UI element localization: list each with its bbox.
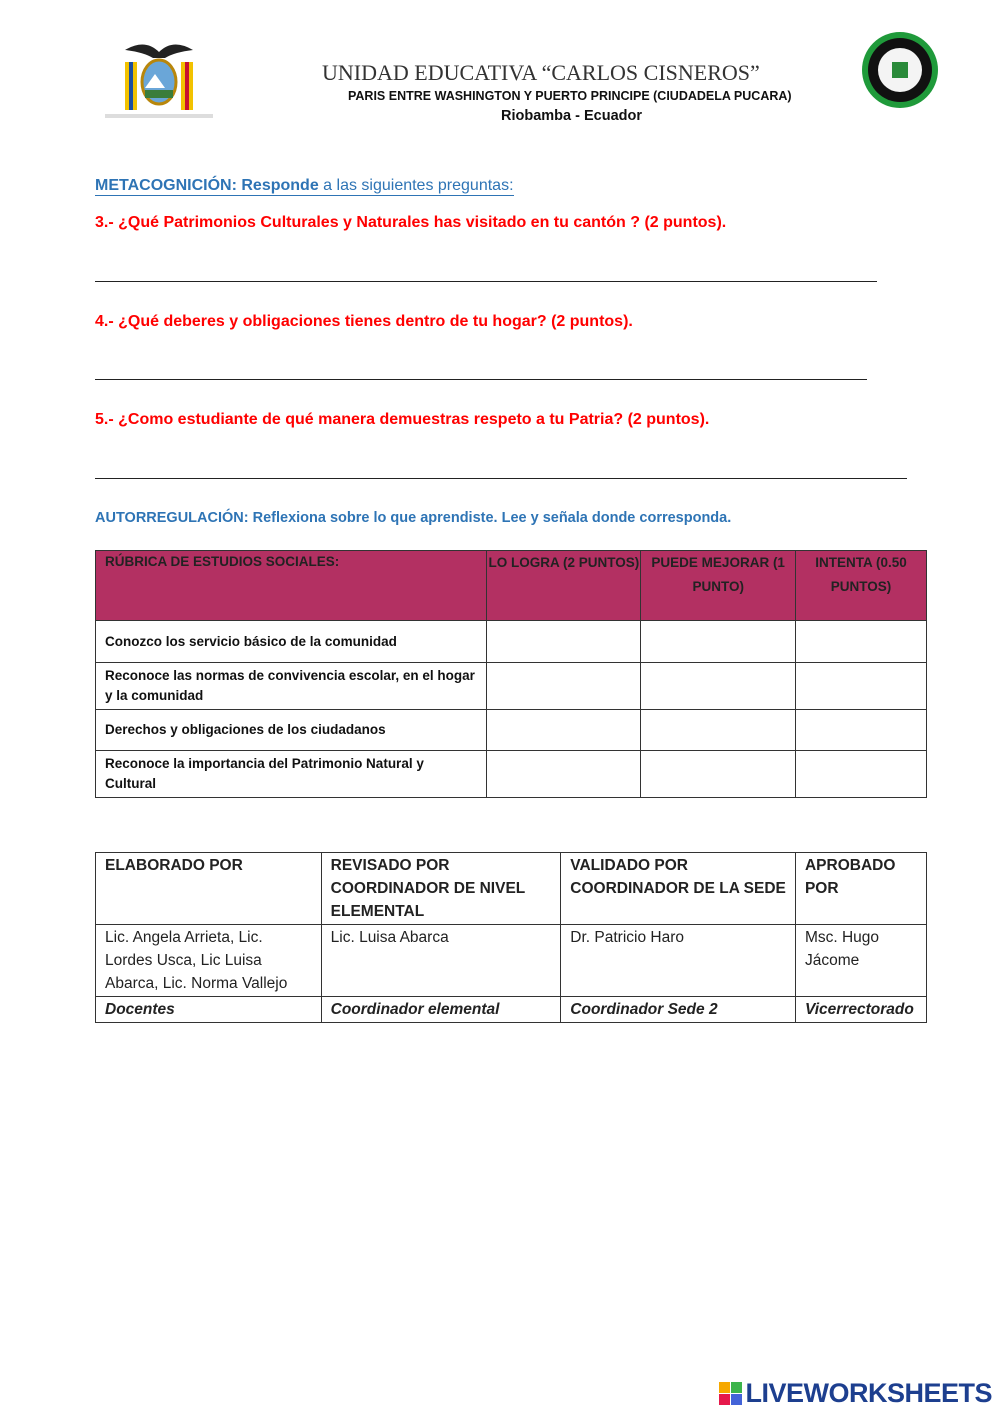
question-4: 4.- ¿Qué deberes y obligaciones tienes dentro de tu hogar? (2 puntos). [95,313,633,330]
role-revisado: Coordinador elemental [321,997,561,1023]
role-validado: Coordinador Sede 2 [561,997,796,1023]
rubric-cell-lo-logra[interactable] [487,621,641,663]
ecuador-coat-of-arms-logo [105,38,213,118]
role-elaborado: Docentes [96,997,322,1023]
rubric-row [96,663,927,710]
rubric-cell-puede-mejorar[interactable] [641,751,796,798]
rubric-criterion: Reconoce la importancia del Patrimonio Natural y Cultural [96,751,487,798]
signatures-header-row [96,853,927,925]
rubric-row [96,710,927,751]
signatures-table [95,852,927,1023]
rubric-criterion: Reconoce las normas de convivencia escolar, en el hogar y la comunidad [96,663,487,710]
rubric-header-criteria: RÚBRICA DE ESTUDIOS SOCIALES: [96,551,487,621]
rubric-header-lo-logra: LO LOGRA (2 PUNTOS) [487,551,641,621]
school-address: PARIS ENTRE WASHINGTON Y PUERTO PRINCIPE (CIUDADELA PUCARA) [348,89,792,103]
answer-field-4[interactable] [95,379,867,380]
rubric-cell-puede-mejorar[interactable] [641,621,796,663]
rubric-header-row [96,551,927,621]
name-validado: Dr. Patricio Haro [561,925,796,997]
rubric-cell-intenta[interactable] [796,751,927,798]
answer-field-5[interactable] [95,478,907,479]
rubric-header-puede-mejorar: PUEDE MEJORAR (1 PUNTO) [641,551,796,621]
rubric-cell-intenta[interactable] [796,621,927,663]
role-aprobado: Vicerrectorado [795,997,926,1023]
signatures-roles-row [96,997,927,1023]
rubric-row [96,751,927,798]
rubric-cell-lo-logra[interactable] [487,663,641,710]
header-revisado: REVISADO POR COORDINADOR DE NIVEL ELEMENTAL [321,853,561,925]
rubric-criterion: Conozco los servicio básico de la comunidad [96,621,487,663]
rubric-row [96,621,927,663]
rubric-header-intenta: INTENTA (0.50 PUNTOS) [796,551,927,621]
liveworksheets-logo-icon [719,1382,742,1405]
signatures-names-row [96,925,927,997]
rubric-cell-puede-mejorar[interactable] [641,663,796,710]
rubric-cell-lo-logra[interactable] [487,710,641,751]
header-validado: VALIDADO POR COORDINADOR DE LA SEDE [561,853,796,925]
autorregulacion-heading: AUTORREGULACIÓN: Reflexiona sobre lo que aprendiste. Lee y señala donde corresponda. [95,510,732,526]
liveworksheets-watermark: LIVEWORKSHEETS [719,1378,992,1409]
header-aprobado: APROBADO POR [795,853,926,925]
name-aprobado: Msc. Hugo Jácome [795,925,926,997]
rubric-cell-intenta[interactable] [796,663,927,710]
name-elaborado: Lic. Angela Arrieta, Lic. Lordes Usca, Lic Luisa Abarca, Lic. Norma Vallejo [96,925,322,997]
rubric-cell-intenta[interactable] [796,710,927,751]
question-5: 5.- ¿Como estudiante de qué manera demuestras respeto a tu Patria? (2 puntos). [95,411,710,428]
name-revisado: Lic. Luisa Abarca [321,925,561,997]
metacognicion-heading: METACOGNICIÓN: Responde a las siguientes preguntas: [95,177,514,194]
answer-field-3[interactable] [95,281,877,282]
question-3: 3.- ¿Qué Patrimonios Culturales y Naturales has visitado en tu cantón ? (2 puntos). [95,214,727,231]
rubric-cell-lo-logra[interactable] [487,751,641,798]
rubric-table [95,550,927,798]
rubric-cell-puede-mejorar[interactable] [641,710,796,751]
school-logo [861,30,939,110]
school-name: UNIDAD EDUCATIVA “CARLOS CISNEROS” [322,60,760,85]
rubric-criterion: Derechos y obligaciones de los ciudadanos [96,710,487,751]
school-city: Riobamba - Ecuador [501,108,642,124]
header-elaborado: ELABORADO POR [96,853,322,925]
